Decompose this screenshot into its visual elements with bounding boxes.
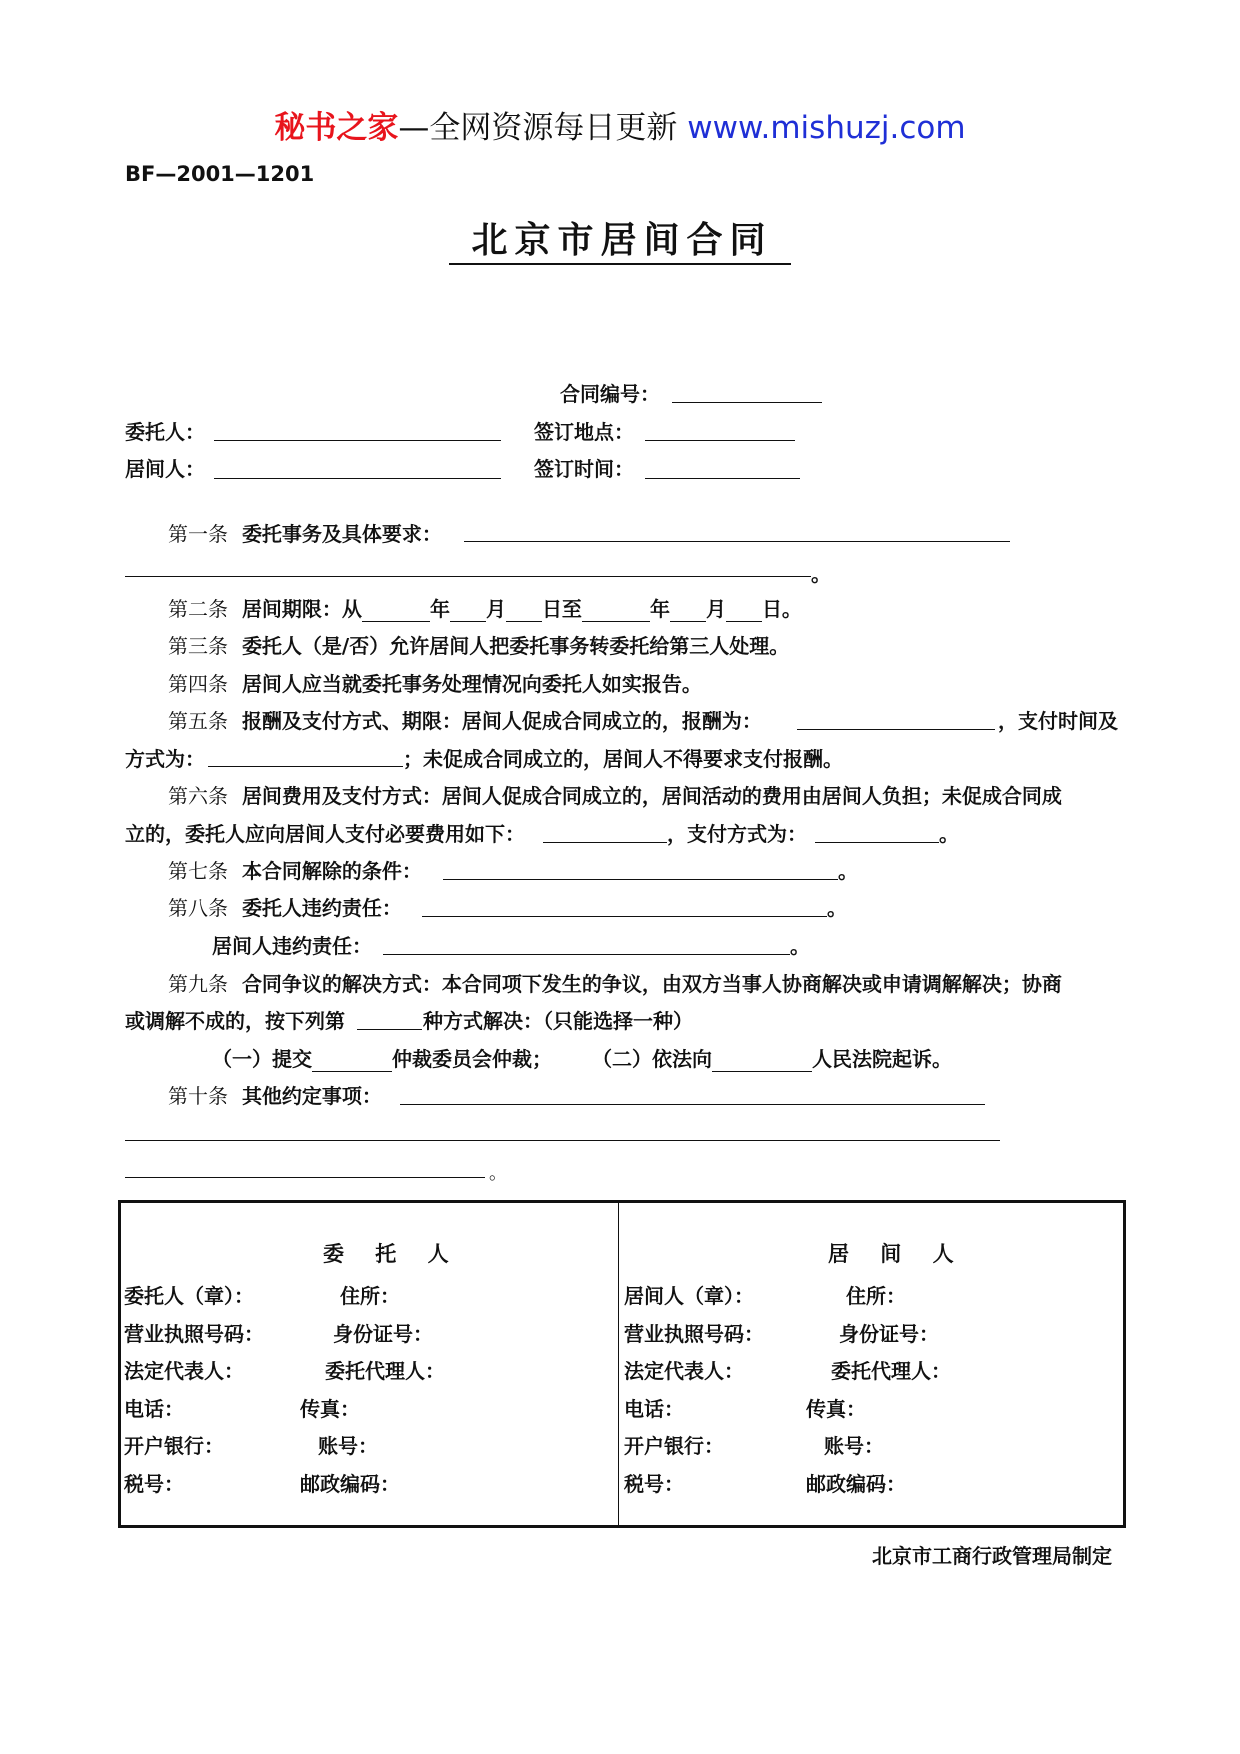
broker-blank[interactable] [214, 478, 501, 479]
article-7-number: 第七条 [168, 859, 228, 883]
article-9-line-2a: 或调解不成的，按下列第 [125, 1009, 345, 1033]
client-field-label: 法定代表人： [124, 1359, 244, 1383]
banner-brand: 秘书之家 [274, 110, 399, 146]
article-5-number: 第五条 [168, 709, 228, 733]
broker-field-label: 法定代表人： [624, 1359, 744, 1383]
article-7-text: 本合同解除的条件： [241, 859, 422, 883]
broker-field-label-2: 邮政编码： [806, 1472, 906, 1496]
article-9-number: 第九条 [168, 972, 228, 996]
sign-place-blank[interactable] [645, 440, 795, 441]
article-9-court-blank[interactable] [712, 1047, 812, 1072]
article-6-line-2b: ，支付方式为： [667, 822, 807, 846]
site-banner [0, 102, 1240, 147]
article-4 [168, 668, 702, 697]
client-field-label: 税号： [124, 1472, 184, 1496]
article-1-number: 第一条 [168, 522, 228, 546]
article-5-fee-blank[interactable] [797, 729, 995, 730]
article-5-text: 报酬及支付方式、期限：居间人促成合同成立的，报酬为： [241, 709, 762, 733]
client-field-label: 营业执照号码： [124, 1322, 264, 1346]
client-field-label-2: 委托代理人： [325, 1359, 445, 1383]
broker-field-label: 开户银行： [624, 1434, 724, 1458]
banner-tagline: —全网资源每日更新 [398, 110, 688, 146]
article-1-text: 委托事务及具体要求： [241, 522, 442, 546]
article-8 [168, 892, 402, 921]
footer-issuer: 北京市工商行政管理局制定 [872, 1544, 1112, 1568]
article-2-from-month-blank[interactable] [450, 597, 486, 622]
article-9-text: 合同争议的解决方式：本合同项下发生的争议，由双方当事人协商解决或申请调解解决；协商 [241, 972, 1062, 996]
article-6-cost-blank[interactable] [543, 842, 667, 843]
client-heading: 委 托 人 [323, 1242, 461, 1266]
article-8-sub-end: 。 [790, 934, 810, 958]
article-8-client-blank[interactable] [422, 916, 827, 917]
article-9-opt1-b: 仲裁委员会仲裁； [392, 1047, 552, 1071]
banner-url[interactable]: www.mishuzj.com [687, 110, 966, 146]
article-1-end: 。 [811, 562, 831, 586]
article-6 [168, 780, 1062, 809]
sign-place-label: 签订地点： [534, 420, 634, 444]
article-10-number: 第十条 [168, 1084, 228, 1108]
article-9-opt2-a: （二）依法向 [592, 1047, 712, 1071]
article-9-choice-blank[interactable] [357, 1029, 422, 1030]
sign-time-blank[interactable] [645, 478, 800, 479]
article-5 [168, 705, 762, 734]
article-2-number: 第二条 [168, 597, 228, 621]
article-10-text: 其他约定事项： [241, 1084, 382, 1108]
article-6-text: 居间费用及支付方式：居间人促成合同成立的，居间活动的费用由居间人负担；未促成合同成 [241, 784, 1062, 808]
broker-label: 居间人： [125, 457, 205, 481]
article-3-text: 委托人（是/否）允许居间人把委托事务转委托给第三人处理。 [241, 634, 790, 658]
article-9-option-1 [212, 1043, 552, 1072]
article-8-text: 委托人违约责任： [241, 896, 402, 920]
contract-no-label: 合同编号： [560, 382, 660, 406]
signature-table [118, 1200, 1126, 1528]
broker-field-label-2: 委托代理人： [831, 1359, 951, 1383]
article-2-month: 月 [485, 597, 506, 621]
article-6-line-2c: 。 [939, 822, 959, 846]
article-1 [168, 518, 442, 547]
article-2-from-year-blank[interactable] [362, 597, 430, 622]
article-10-blank-2[interactable] [125, 1140, 1000, 1141]
broker-heading: 居 间 人 [828, 1242, 966, 1266]
article-1-blank[interactable] [464, 541, 1010, 542]
article-5-method-blank[interactable] [208, 766, 403, 767]
article-2-to-day-blank[interactable] [726, 597, 762, 622]
article-4-text: 居间人应当就委托事务处理情况向委托人如实报告。 [241, 672, 702, 696]
article-2-to-year-blank[interactable] [582, 597, 650, 622]
client-field-label-2: 账号： [318, 1434, 378, 1458]
document-code: BF—2001—1201 [125, 162, 315, 186]
client-field-label: 委托人（章）： [124, 1284, 254, 1308]
article-5-line-2a: 方式为： [125, 747, 205, 771]
broker-field-label-2: 住所： [846, 1284, 906, 1308]
client-field-label: 开户银行： [124, 1434, 224, 1458]
broker-field-label: 居间人（章）： [624, 1284, 754, 1308]
article-10 [168, 1080, 382, 1109]
article-4-number: 第四条 [168, 672, 228, 696]
article-9-line-2b: 种方式解决：（只能选择一种） [423, 1009, 693, 1033]
article-6-method-blank[interactable] [815, 842, 939, 843]
article-10-blank-3[interactable] [125, 1177, 485, 1178]
client-field-label-2: 身份证号： [333, 1322, 433, 1346]
article-2 [168, 593, 802, 622]
article-5-text-b: ，支付时间及 [998, 709, 1118, 733]
client-blank[interactable] [214, 440, 501, 441]
article-8-sub: 居间人违约责任： [212, 934, 372, 958]
article-3 [168, 630, 789, 659]
document-title [0, 212, 1240, 263]
client-field-label-2: 传真： [300, 1397, 360, 1421]
client-field-label-2: 邮政编码： [300, 1472, 400, 1496]
article-9 [168, 968, 1062, 997]
title-text: 北京市居间合同 [449, 220, 790, 265]
broker-field-label: 电话： [624, 1397, 684, 1421]
article-8-number: 第八条 [168, 896, 228, 920]
article-9-option-2 [592, 1043, 952, 1072]
broker-field-label-2: 传真： [806, 1397, 866, 1421]
article-2-month-2: 月 [705, 597, 726, 621]
broker-field-label: 营业执照号码： [624, 1322, 764, 1346]
broker-field-label-2: 账号： [824, 1434, 884, 1458]
article-3-number: 第三条 [168, 634, 228, 658]
client-label: 委托人： [125, 420, 205, 444]
client-field-label-2: 住所： [340, 1284, 400, 1308]
article-2-from-day-blank[interactable] [506, 597, 542, 622]
contract-no-blank[interactable] [672, 402, 822, 403]
article-9-opt1-a: （一）提交 [212, 1047, 312, 1071]
article-8-broker-blank[interactable] [383, 954, 790, 955]
sign-time-label: 签订时间： [534, 457, 634, 481]
article-2-day-2: 日。 [761, 597, 802, 621]
article-2-to-month-blank[interactable] [670, 597, 706, 622]
article-9-arbitration-blank[interactable] [312, 1047, 392, 1072]
article-7-blank[interactable] [443, 879, 838, 880]
article-9-opt2-b: 人民法院起诉。 [812, 1047, 952, 1071]
article-7 [168, 855, 422, 884]
article-2-day-to: 日至 [541, 597, 582, 621]
article-10-blank[interactable] [400, 1104, 985, 1105]
broker-field-label: 税号： [624, 1472, 684, 1496]
article-5-line-2b: ；未促成合同成立的，居间人不得要求支付报酬。 [403, 747, 843, 771]
article-2-year-2: 年 [649, 597, 670, 621]
broker-field-label-2: 身份证号： [839, 1322, 939, 1346]
article-2-year: 年 [429, 597, 450, 621]
article-6-number: 第六条 [168, 784, 228, 808]
client-field-label: 电话： [124, 1397, 184, 1421]
signature-table-divider [618, 1203, 619, 1525]
article-1-blank-2[interactable] [125, 576, 811, 577]
article-10-end: 。 [489, 1163, 507, 1184]
article-8-end: 。 [827, 896, 847, 920]
article-7-end: 。 [838, 859, 858, 883]
article-2-text: 居间期限：从 [241, 597, 362, 621]
article-6-line-2a: 立的，委托人应向居间人支付必要费用如下： [125, 822, 525, 846]
